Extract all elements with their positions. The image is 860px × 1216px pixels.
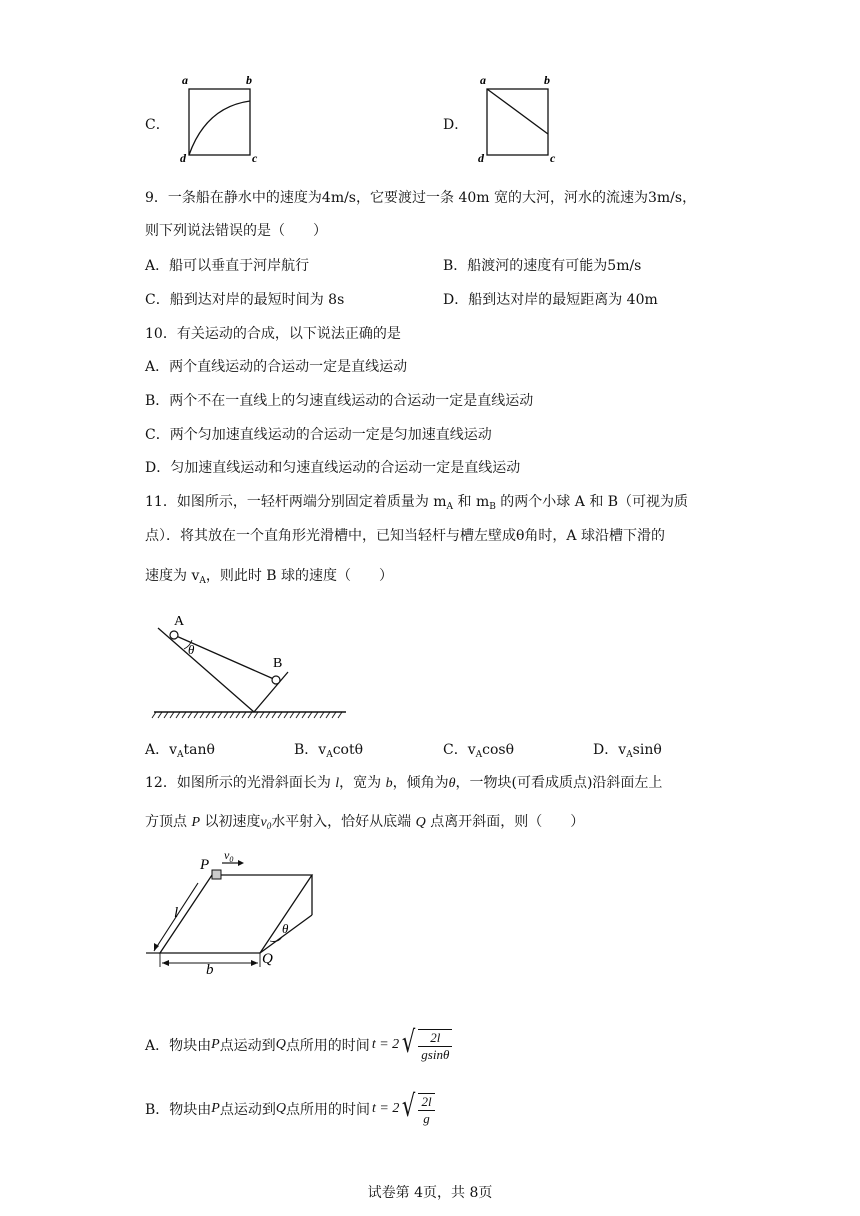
q9-option-b: B．船渡河的速度有可能为5m/s: [443, 258, 642, 274]
label-q: Q: [262, 951, 273, 967]
label-p: P: [200, 857, 210, 873]
figure-q11-groove: [150, 612, 350, 722]
q10-option-a: A．两个直线运动的合运动一定是直线运动: [145, 359, 408, 375]
corner-b: b: [246, 73, 252, 87]
q11-stem-line2: 点）．将其放在一个直角形光滑槽中，已知当轻杆与槽左壁成θ角时，A 球沿槽下滑的: [145, 528, 665, 544]
label-v0: $v_0$: [224, 848, 234, 864]
q12-stem-line1: 12．如图所示的光滑斜面长为 l，宽为 b，倾角为θ，一物块(可看成质点)沿斜面左上: [145, 775, 663, 791]
label-theta: θ: [282, 921, 289, 936]
corner-c: c: [252, 151, 258, 165]
block-p: [212, 870, 221, 879]
option-c-label: C．: [145, 117, 170, 133]
q9-stem-line1: 9．一条船在静水中的速度为4m/s，它要渡过一条 40m 宽的大河，河水的流速为3m/s，: [145, 190, 697, 206]
ball-b: [272, 676, 280, 684]
label-l: l: [174, 905, 179, 921]
corner-a: a: [182, 73, 188, 87]
figure-q12-incline: [142, 845, 332, 975]
label-b: B: [273, 656, 283, 671]
q11-stem-line1: 11．如图所示，一轻杆两端分别固定着质量为 $m_A$ 和 $m_B$ 的两个小球 A 和 B（可视为质: [145, 494, 689, 512]
sqrt-expression-b: √ $\frac{2l}{g}$: [399, 1090, 434, 1127]
q12-stem-line2: 方顶点 P 以初速度$v_0$水平射入，恰好从底端 Q 点离开斜面，则（ ）: [145, 814, 585, 831]
diagonal-line: [487, 89, 548, 134]
label-theta: θ: [188, 642, 195, 657]
label-b: b: [206, 962, 214, 975]
q10-stem: 10．有关运动的合成，以下说法正确的是: [145, 326, 401, 342]
corner-a: a: [480, 73, 486, 87]
q10-option-c: C．两个匀加速直线运动的合运动一定是匀加速直线运动: [145, 427, 492, 443]
q11-option-c: C．$v_A\cos\theta$: [443, 742, 515, 760]
q9-option-c: C．船到达对岸的最短时间为 8s: [145, 292, 345, 308]
incline-surface: [160, 875, 312, 953]
q10-option-b: B．两个不在一直线上的匀速直线运动的合运动一定是直线运动: [145, 393, 534, 409]
curve-path: [189, 101, 250, 155]
option-d-label: D．: [443, 117, 469, 133]
groove-left-wall: [158, 628, 254, 712]
label-a: A: [174, 614, 185, 629]
q11-option-a: A．$v_A\tan\theta$: [145, 742, 215, 760]
corner-d: d: [180, 151, 186, 165]
corner-d: d: [478, 151, 484, 165]
figure-d: [474, 72, 564, 168]
q9-option-a: A．船可以垂直于河岸航行: [145, 258, 310, 274]
q11-option-d: D．$v_A\sin\theta$: [593, 742, 662, 760]
q12-option-a: A．物块由 P 点运动到 Q 点所用的时间 t = 2 √ $\frac{2l}{gsin\theta}$: [145, 1026, 452, 1063]
ball-a: [170, 631, 178, 639]
sqrt-expression-a: √ $\frac{2l}{gsin\theta}$: [399, 1026, 452, 1063]
figure-c: [176, 72, 266, 168]
square-frame: [189, 89, 250, 155]
ground-hatch: [152, 712, 342, 718]
q9-stem-line2: 则下列说法错误的是（ ）: [145, 223, 327, 239]
q11-option-b: B．$v_A\cot\theta$: [294, 742, 364, 760]
q9-option-d: D．船到达对岸的最短距离为 40m: [443, 292, 658, 308]
q10-option-d: D．匀加速直线运动和匀速直线运动的合运动一定是直线运动: [145, 460, 521, 476]
q11-stem-line3: 速度为 $v_A$，则此时 B 球的速度（ ）: [145, 568, 394, 586]
square-frame: [487, 89, 548, 155]
corner-c: c: [550, 151, 556, 165]
q12-option-b: B．物块由 P 点运动到 Q 点所用的时间 t = 2 √ $\frac{2l}{g}$: [145, 1090, 435, 1127]
page-footer: 试卷第 4页，共 8页: [367, 1185, 493, 1201]
corner-b: b: [544, 73, 550, 87]
